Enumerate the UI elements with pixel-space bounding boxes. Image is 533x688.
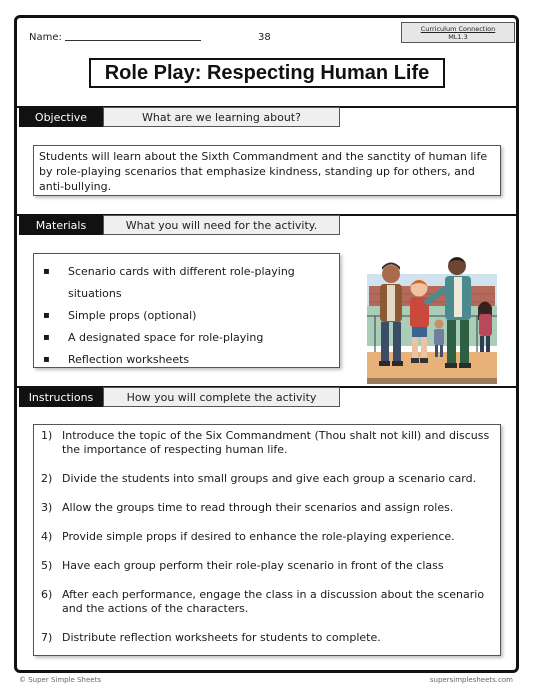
- list-item: [41, 559, 493, 573]
- step-text: Introduce the topic of the Six Commandment (Thou shalt not kill) and discuss the importance of respecting human life.: [62, 429, 490, 456]
- objective-label: Objective: [19, 107, 103, 127]
- curriculum-connection-box: [401, 22, 515, 43]
- footer-copyright: © Super Simple Sheets: [19, 676, 101, 684]
- step-text: Divide the students into small groups and give each group a scenario card.: [62, 472, 477, 485]
- worksheet-title: Role Play: Respecting Human Life: [89, 58, 445, 88]
- materials-label: Materials: [19, 215, 103, 235]
- list-item: [41, 588, 493, 616]
- curriculum-title: Curriculum Connection: [420, 25, 496, 33]
- name-field[interactable]: [29, 32, 201, 43]
- list-item: ▪ A designated space for role-playing: [40, 327, 333, 349]
- step-text: Provide simple props if desired to enhance the role-playing experience.: [62, 530, 455, 543]
- instructions-label: Instructions: [19, 387, 103, 407]
- name-blank-line[interactable]: [65, 40, 201, 41]
- page-number: 38: [258, 32, 271, 43]
- step-text: Have each group perform their role-play scenario in front of the class: [62, 559, 444, 572]
- instructions-subtitle: How you will complete the activity: [103, 387, 340, 407]
- step-number: 6): [41, 588, 53, 601]
- footer-website: supersimplesheets.com: [429, 676, 513, 684]
- step-number: 4): [41, 530, 53, 543]
- curriculum-code: ML1.3: [448, 33, 468, 41]
- list-item: ▪ Reflection worksheets: [40, 349, 333, 371]
- list-item: [41, 631, 493, 645]
- step-text: Distribute reflection worksheets for students to complete.: [62, 631, 381, 644]
- instructions-list-box: [33, 424, 501, 656]
- step-number: 3): [41, 501, 53, 514]
- step-text: After each performance, engage the class in a discussion about the scenario and the actions of the characters.: [62, 588, 485, 615]
- materials-list-box: [33, 253, 340, 368]
- step-text: Allow the groups time to read through their scenarios and assign roles.: [62, 501, 454, 514]
- step-number: 5): [41, 559, 53, 572]
- step-number: 2): [41, 472, 53, 485]
- children-standing-up-to-bullying-illustration: [367, 244, 497, 384]
- objective-subtitle: What are we learning about?: [103, 107, 340, 127]
- list-item: [41, 429, 493, 457]
- list-item: ▪ Scenario cards with different role-playing situations: [40, 261, 333, 305]
- materials-list: [40, 261, 333, 371]
- materials-subtitle: What you will need for the activity.: [103, 215, 340, 235]
- list-item: ▪ Simple props (optional): [40, 305, 333, 327]
- list-item: [41, 472, 493, 486]
- objective-text: Students will learn about the Sixth Commandment and the sanctity of human life by role-playing scenarios that emphasize kindness, standing up for others, and anti-bullying.: [33, 145, 501, 196]
- list-item: [41, 530, 493, 544]
- step-number: 7): [41, 631, 53, 644]
- name-label: Name:: [29, 32, 62, 43]
- list-item: [41, 501, 493, 515]
- step-number: 1): [41, 429, 53, 442]
